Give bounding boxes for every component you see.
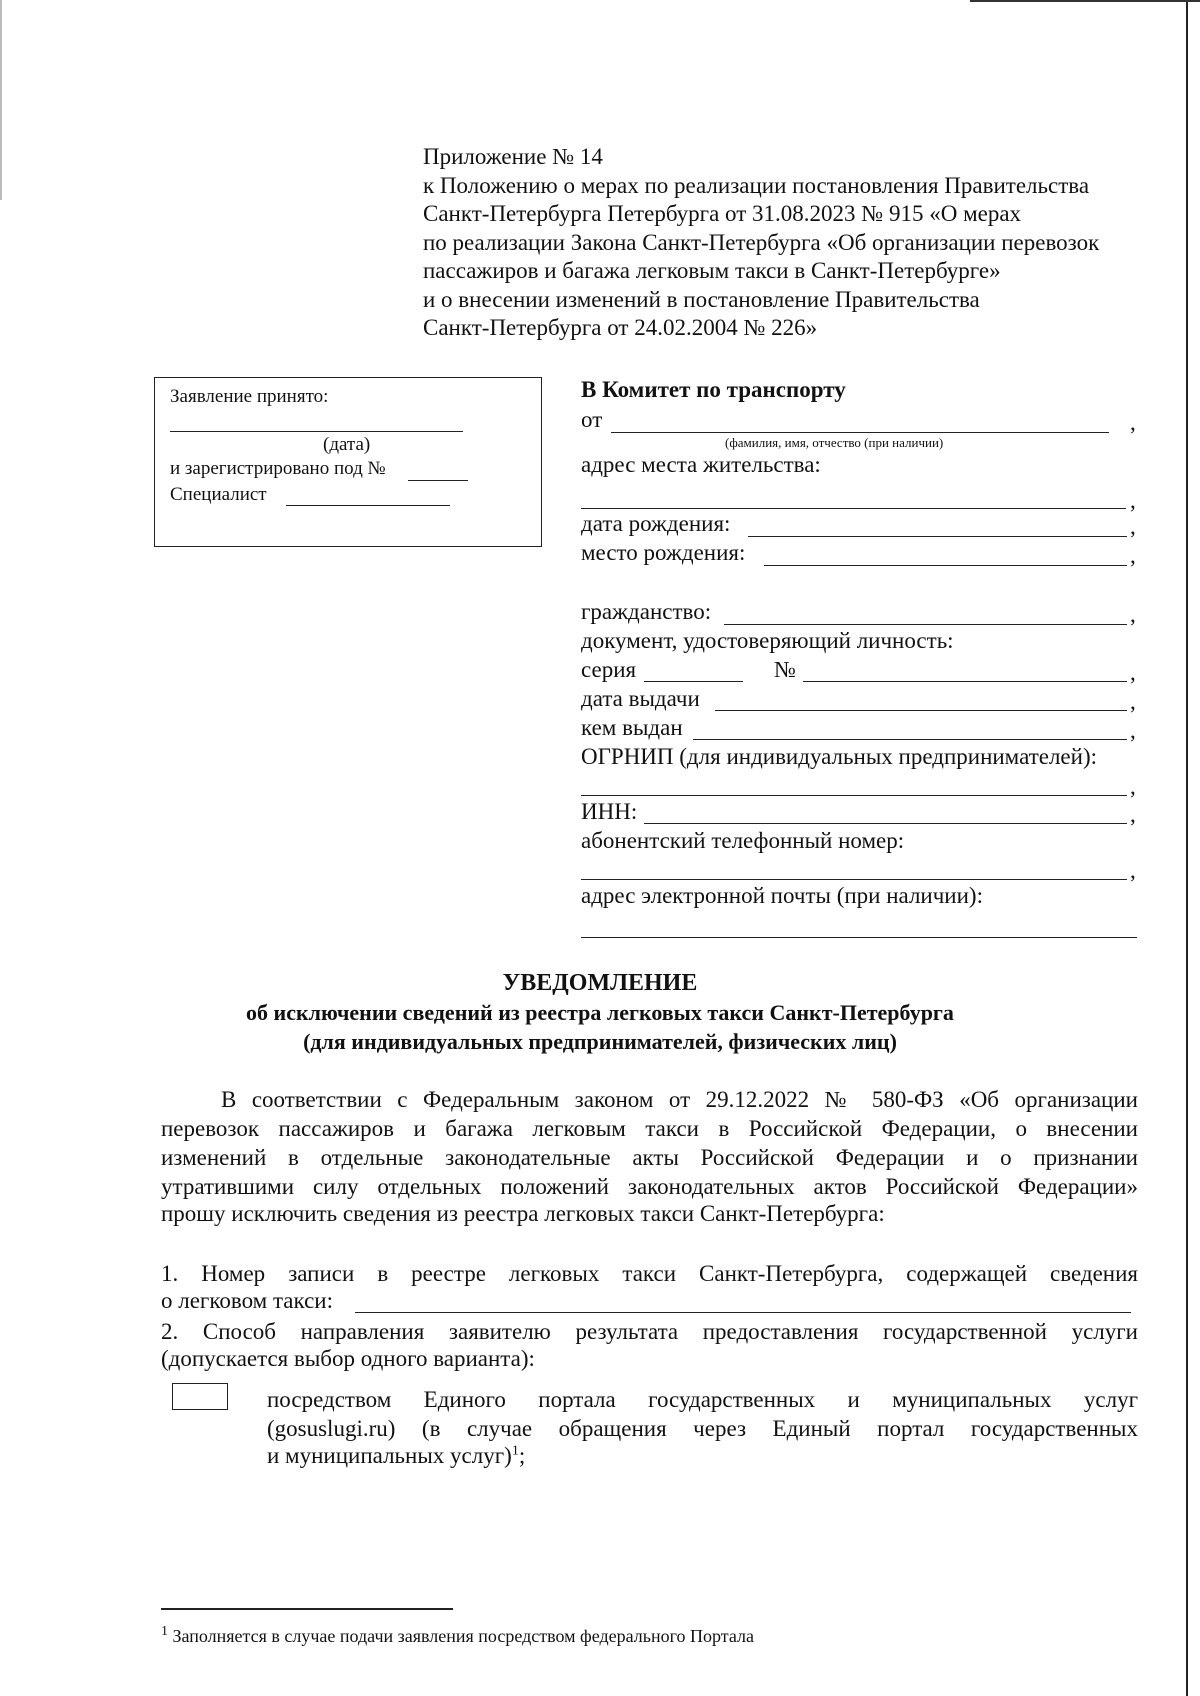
registry-record-number-fill[interactable] [355,1312,1131,1313]
gosuslugi-option-text [267,1385,1138,1443]
phone-label: абонентский телефонный номер: [581,828,905,853]
notice-subtitle-2: (для индивидуальных предпринимателей, физических лиц) [303,1029,897,1054]
series-label: серия [581,657,637,682]
comma: , [1130,774,1136,799]
inn-label: ИНН: [581,799,638,824]
ogrnip-fill[interactable] [581,795,1127,796]
specialist-fill[interactable] [286,505,450,506]
date-fill-line[interactable] [170,431,463,432]
email-label: адрес электронной почты (при наличии): [581,883,983,908]
comma: , [1130,718,1136,743]
accepted-label: Заявление принято: [170,386,329,407]
item-1-line-2: о легковом такси: [161,1288,333,1313]
paragraph-line: утратившими силу отдельных положений законодательных актов Российской Федерации» [161,1174,1138,1199]
comma: , [1130,410,1136,435]
item-2-text: 2. Способ направления заявителю результата предоставления государственной услуги [161,1319,1138,1344]
addressee: В Комитет по транспорту [581,377,846,402]
item-1-text: 1. Номер записи в реестре легковых такси Санкт-Петербурга, содержащей сведения [161,1261,1138,1286]
id-document-label: документ, удостоверяющий личность: [581,628,954,653]
option-line-3 [267,1443,525,1469]
registration-number-fill[interactable] [408,480,468,481]
email-fill[interactable] [581,937,1137,938]
comma: , [1130,602,1136,627]
birth-place-fill[interactable] [764,565,1127,566]
footnote-mark: 1 [161,1624,168,1639]
registered-label: и зарегистрировано под № [170,458,386,479]
birth-date-fill[interactable] [748,536,1127,537]
appendix-line: Санкт-Петербурга от 24.02.2004 № 226» [423,315,818,340]
citizenship-label: гражданство: [581,599,712,624]
option-line: посредством Единого портала государственных и муниципальных услуг [267,1387,1138,1412]
footnote-ref: 1 [511,1443,519,1459]
comma: , [1130,488,1136,513]
comma: , [1130,858,1136,883]
request-paragraph [161,1085,1138,1201]
appendix-line: Приложение № 14 [423,144,603,169]
item-2-line-1 [161,1317,1138,1346]
issued-by-label: кем выдан [581,715,683,740]
scan-edge-top [970,0,1200,2]
registration-stamp-box [154,377,542,547]
comma: , [1130,660,1136,685]
appendix-line: к Положению о мерах по реализации постановления Правительства [423,172,1090,198]
notice-title: УВЕДОМЛЕНИЕ [502,970,698,996]
ogrnip-label: ОГРНИП (для индивидуальных предпринимателей): [581,744,1097,769]
from-label: от [581,407,603,432]
date-label: (дата) [323,434,371,455]
scan-edge-left [0,0,2,200]
appendix-line: по реализации Закона Санкт-Петербурга «Об организации перевозок [423,229,1100,255]
paragraph-last-line: прошу исключить сведения из реестра легковых такси Санкт-Петербурга: [161,1201,885,1226]
specialist-label: Специалист [170,484,267,505]
series-fill[interactable] [644,681,743,682]
comma: , [1130,802,1136,827]
issue-date-label: дата выдачи [581,686,700,711]
paragraph-line: изменений в отдельные законодательные акты Российской Федерации и о признании [161,1145,1138,1170]
footnote-rule [161,1608,453,1610]
footnote [161,1624,754,1647]
footnote-text: Заполняется в случае подачи заявления посредством федерального Портала [172,1626,754,1646]
comma: , [1130,514,1136,539]
paragraph-line: В соответствии с Федеральным законом от 29.12.2022 № 580-ФЗ «Об организации [221,1087,1138,1112]
residence-fill[interactable] [581,508,1126,509]
birth-place-label: место рождения: [581,540,746,565]
gosuslugi-option-checkbox[interactable] [172,1383,228,1410]
phone-fill[interactable] [581,879,1127,880]
from-fill[interactable] [611,432,1109,433]
scan-edge-right [1186,0,1188,1696]
option-line: (gosuslugi.ru) (в случае обращения через Единый портал государственных [267,1416,1138,1441]
number-sign: № [774,657,796,682]
residence-label: адрес места жительства: [581,452,821,477]
item-1-line-1 [161,1259,1138,1288]
appendix-line: Санкт-Петербурга Петербурга от 31.08.2023 № 915 «О мерах [423,201,1022,226]
issue-date-fill[interactable] [715,710,1127,711]
document-number-fill[interactable] [803,681,1127,682]
issued-by-fill[interactable] [693,739,1127,740]
inn-fill[interactable] [644,823,1127,824]
appendix-line: и о внесении изменений в постановление Правительства [423,286,980,312]
option-line-3-end: ; [518,1443,526,1468]
paragraph-line: перевозок пассажиров и багажа легковым такси в Российской Федерации, о внесении [161,1116,1138,1141]
name-hint: (фамилия, имя, отчество (при наличии) [725,435,944,450]
birth-date-label: дата рождения: [581,511,731,536]
option-line-3-text: и муниципальных услуг) [267,1443,512,1468]
appendix-line: пассажиров и багажа легковым такси в Санкт-Петербурге» [423,258,1001,283]
comma: , [1130,689,1136,714]
item-2-line-2: (допускается выбор одного варианта): [161,1346,535,1371]
appendix-header [423,143,1099,343]
citizenship-fill[interactable] [724,624,1127,625]
comma: , [1130,543,1136,568]
notice-subtitle-1: об исключении сведений из реестра легковых такси Санкт-Петербурга [246,1000,954,1025]
